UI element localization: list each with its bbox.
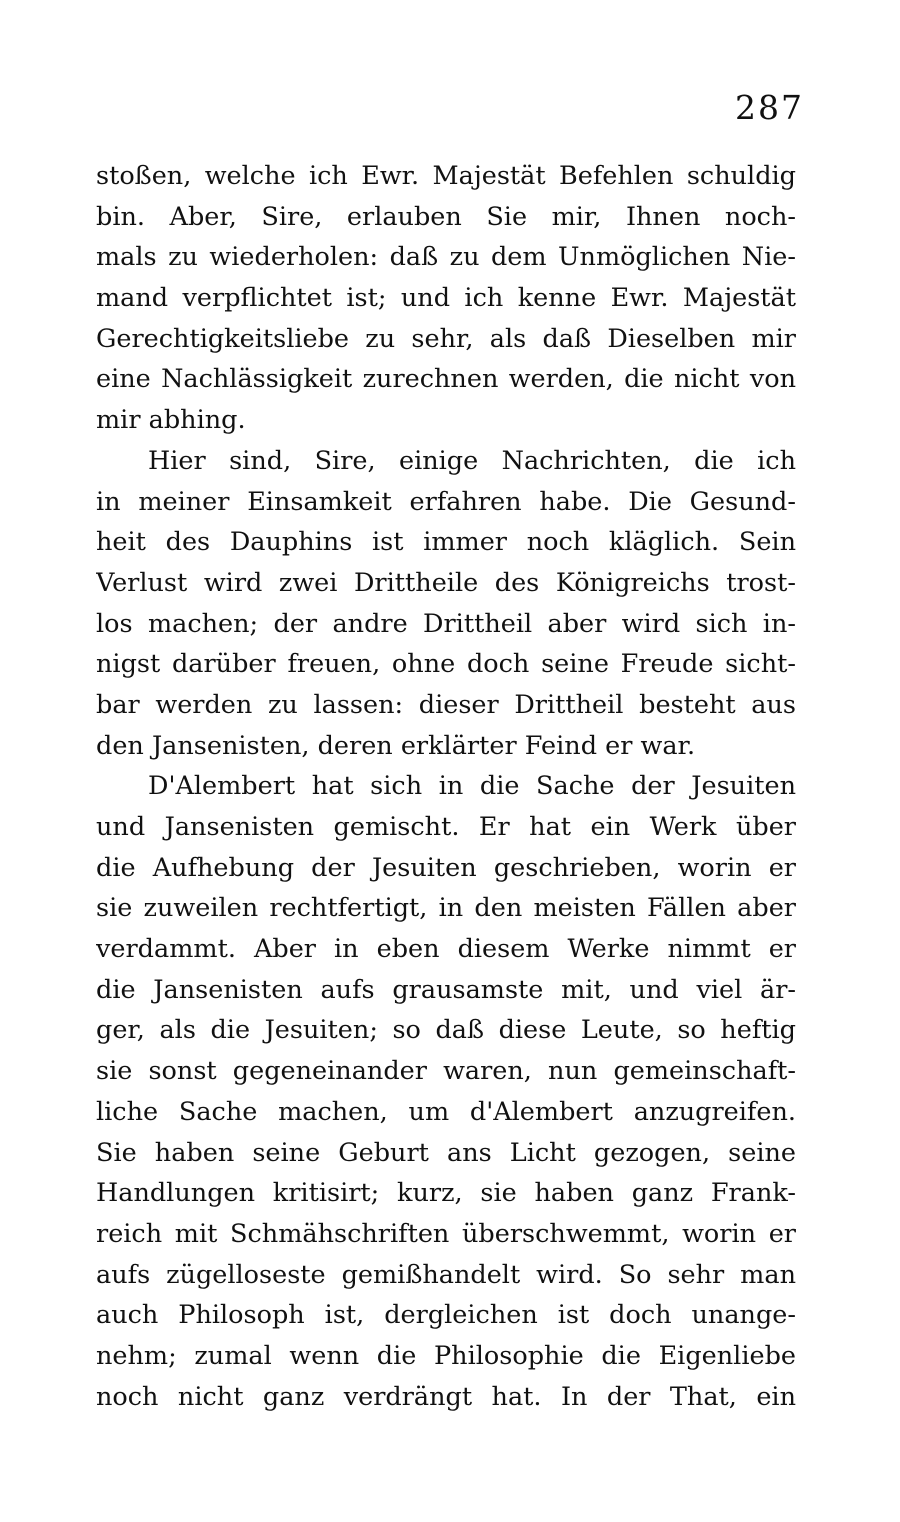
page-number: 287 — [735, 88, 804, 127]
text-line: auch Philosoph ist, dergleichen ist doch unange- — [96, 1300, 796, 1331]
text-line: in meiner Einsamkeit erfahren habe. Die Gesund- — [96, 486, 796, 517]
text-line: ger, als die Jesuiten; so daß diese Leute, so heftig — [96, 1015, 796, 1046]
text-line: eine Nachlässigkeit zurechnen werden, die nicht von — [96, 364, 796, 395]
text-line: liche Sache machen, um d'Alembert anzugreifen. — [96, 1096, 796, 1127]
text-line: den Jansenisten, deren erklärter Feind er war. — [96, 730, 696, 761]
text-line: mals zu wiederholen: daß zu dem Unmöglichen Nie- — [96, 242, 796, 273]
paragraph-start-line: D'Alembert hat sich in die Sache der Jesuiten — [148, 771, 796, 802]
text-line: nigst darüber freuen, ohne doch seine Freude sicht- — [96, 649, 796, 680]
paragraph-start-line: Hier sind, Sire, einige Nachrichten, die ich — [148, 445, 796, 476]
text-line: noch nicht ganz verdrängt hat. In der That, ein — [96, 1381, 796, 1412]
text-line: Verlust wird zwei Drittheile des Königreichs trost- — [96, 567, 796, 598]
text-line: Sie haben seine Geburt ans Licht gezogen, seine — [96, 1137, 796, 1168]
text-line: heit des Dauphins ist immer noch kläglich. Sein — [96, 527, 796, 558]
text-line: reich mit Schmähschriften überschwemmt, worin er — [96, 1218, 796, 1249]
text-line: mir abhing. — [96, 405, 246, 436]
text-line: stoßen, welche ich Ewr. Majestät Befehlen schuldig — [96, 161, 796, 191]
text-line: nehm; zumal wenn die Philosophie die Eigenliebe — [96, 1340, 796, 1371]
text-line: sie zuweilen rechtfertigt, in den meisten Fällen aber — [96, 893, 796, 924]
text-line: bar werden zu lassen: dieser Drittheil besteht aus — [96, 689, 796, 720]
text-line: verdammt. Aber in eben diesem Werke nimmt er — [96, 934, 796, 965]
text-line: die Aufhebung der Jesuiten geschrieben, worin er — [96, 852, 796, 883]
text-line: sie sonst gegeneinander waren, nun gemeinschaft- — [96, 1056, 796, 1087]
body-text — [96, 156, 796, 1417]
text-line: aufs zügelloseste gemißhandelt wird. So sehr man — [96, 1259, 796, 1290]
text-line: Gerechtigkeitsliebe zu sehr, als daß Dieselben mir — [96, 323, 796, 354]
text-line: mand verpflichtet ist; und ich kenne Ewr. Majestät — [96, 283, 796, 314]
text-line: los machen; der andre Drittheil aber wird sich in- — [96, 608, 796, 639]
text-line: und Jansenisten gemischt. Er hat ein Werk über — [96, 812, 796, 842]
text-line: bin. Aber, Sire, erlauben Sie mir, Ihnen noch- — [96, 201, 796, 232]
text-line: Handlungen kritisirt; kurz, sie haben ganz Frank- — [96, 1178, 796, 1209]
text-line: die Jansenisten aufs grausamste mit, und viel är- — [96, 974, 796, 1005]
